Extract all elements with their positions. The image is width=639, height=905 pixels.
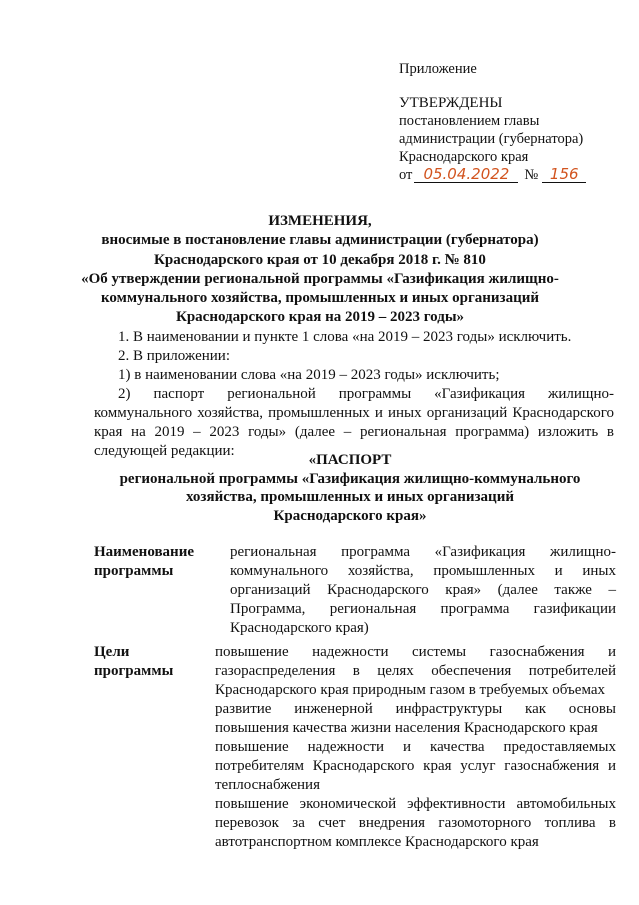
heading-line: вносимые в постановление главы администрации (губернатора)	[101, 232, 539, 249]
row-value-line: автотранспортном комплексе Краснодарского края	[215, 834, 539, 850]
approval-date-handwritten: 05.04.2022	[414, 166, 518, 183]
row-value-line: Программа, региональная программа газификации	[230, 601, 616, 617]
heading-title: ИЗМЕНЕНИЯ,	[268, 213, 372, 229]
approval-line: администрации (губернатора)	[399, 131, 584, 147]
row-label	[94, 543, 224, 581]
paragraph-4-line: 2) паспорт региональной программы «Газификация жилищно-	[118, 386, 614, 402]
approval-line: постановлением главы	[399, 113, 540, 129]
heading-line: «Об утверждении региональной программы «Газификация жилищно-	[81, 270, 559, 287]
row-value-line: перевозок за счет внедрения газомоторного топлива в	[215, 815, 616, 831]
number-sign: №	[524, 167, 539, 183]
row-value-line: Краснодарского края природным газом в требуемых объемах	[215, 682, 606, 698]
row-value-line: повышение надежности и качества предоставляемых	[215, 739, 616, 755]
row-label-line: Наименование	[94, 544, 194, 560]
paragraph-4-line: края на 2019 – 2023 годы» (далее – региональная программа) изложить в	[94, 424, 614, 440]
approval-block	[399, 60, 629, 184]
passport-title-line: «ПАСПОРТ	[308, 452, 392, 468]
row-value	[215, 643, 616, 852]
row-value-line: региональная программа «Газификация жилищно-	[230, 544, 616, 560]
date-prefix: от	[399, 167, 413, 183]
row-value-line: повышение экономической эффективности автомобильных	[215, 796, 616, 812]
row-label-line: программы	[94, 663, 174, 679]
row-label-line: Цели	[94, 644, 130, 660]
row-value-line: повышение надежности системы газоснабжения и	[215, 644, 616, 660]
row-label-line: программы	[94, 563, 174, 579]
passport-title	[90, 451, 610, 525]
passport-title-line: хозяйства, промышленных и иных организаций	[186, 489, 514, 505]
row-value-line: газораспределения в целях обеспечения потребителей	[215, 663, 616, 679]
passport-title-line: региональной программы «Газификация жилищно-коммунального	[119, 470, 581, 487]
paragraph-2: 2. В приложении:	[118, 348, 230, 364]
heading-line: коммунального хозяйства, промышленных и иных организаций	[100, 290, 540, 307]
heading-line: Краснодарского края от 10 декабря 2018 г. № 810	[154, 251, 486, 268]
approval-date-line	[399, 166, 629, 184]
paragraph-4-line: коммунального хозяйства, промышленных и иных организаций Краснодарского	[94, 405, 614, 421]
row-value-line: повышения качества жизни населения Краснодарского края	[215, 720, 598, 736]
document-body	[94, 328, 614, 461]
row-label	[94, 643, 224, 681]
row-value-line: теплоснабжения	[215, 777, 320, 793]
row-value-line: организаций Краснодарского края» (далее также –	[230, 582, 616, 598]
paragraph-4-line: следующей редакции:	[94, 443, 235, 459]
passport-title-line: Краснодарского края»	[273, 507, 427, 524]
paragraph-1: 1. В наименовании и пункте 1 слова «на 2019 – 2023 годы» исключить.	[118, 329, 572, 345]
document-heading	[80, 212, 560, 328]
approved-title: УТВЕРЖДЕНЫ	[399, 95, 503, 111]
row-value	[230, 543, 616, 638]
appendix-label: Приложение	[399, 61, 477, 77]
approval-line: Краснодарского края	[399, 149, 529, 165]
approval-number-handwritten: 156	[542, 166, 586, 183]
row-value-line: коммунального хозяйства, промышленных и иных	[230, 563, 616, 579]
paragraph-3: 1) в наименовании слова «на 2019 – 2023 годы» исключить;	[118, 367, 500, 383]
row-value-line: развитие инженерной инфраструктуры как основы	[215, 701, 616, 717]
row-value-line: Краснодарского края)	[230, 620, 369, 636]
heading-line: Краснодарского края на 2019 – 2023 годы»	[175, 309, 465, 326]
row-value-line: потребителям Краснодарского края услуг газоснабжения и	[215, 758, 616, 774]
